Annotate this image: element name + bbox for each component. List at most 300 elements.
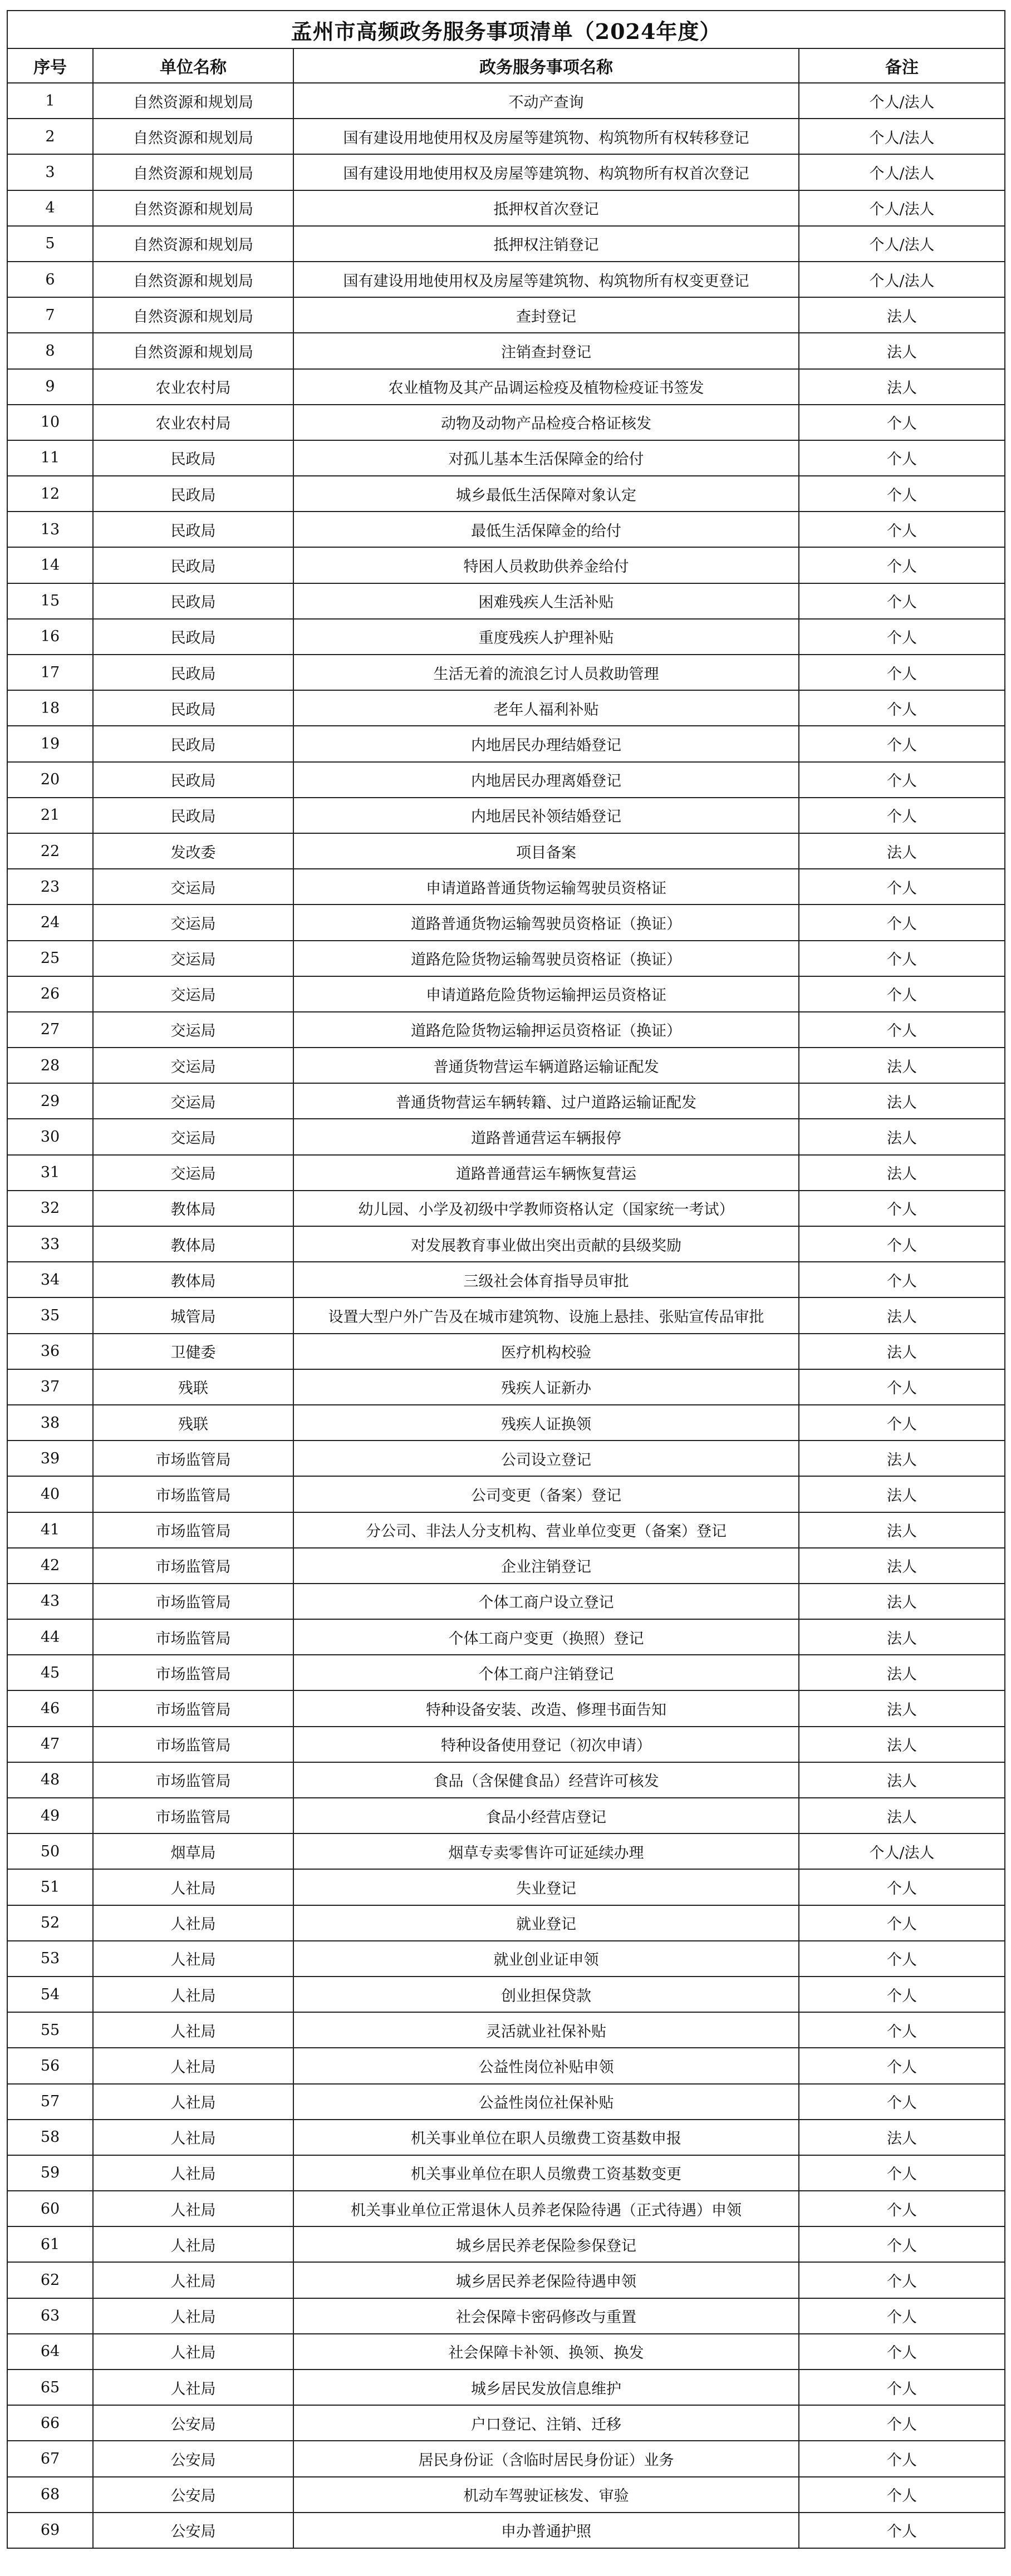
cell-note: 个人/法人: [799, 154, 1005, 190]
cell-item: 残疾人证新办: [293, 1369, 799, 1405]
table-row: [7, 512, 1005, 547]
cell-no: 47: [7, 1727, 93, 1762]
cell-dept: 人社局: [93, 2262, 293, 2298]
cell-note: 个人: [799, 405, 1005, 440]
cell-no: 20: [7, 762, 93, 798]
cell-note: 法人: [799, 1155, 1005, 1191]
cell-item: 幼儿园、小学及初级中学教师资格认定（国家统一考试）: [293, 1191, 799, 1226]
table-row: [7, 655, 1005, 690]
cell-dept: 农业农村局: [93, 405, 293, 440]
cell-dept: 市场监管局: [93, 1619, 293, 1655]
cell-note: 个人: [799, 2513, 1005, 2548]
cell-item: 居民身份证（含临时居民身份证）业务: [293, 2441, 799, 2476]
cell-dept: 市场监管局: [93, 1798, 293, 1833]
cell-no: 59: [7, 2155, 93, 2191]
cell-no: 24: [7, 904, 93, 940]
cell-no: 67: [7, 2441, 93, 2476]
cell-dept: 公安局: [93, 2513, 293, 2548]
cell-dept: 人社局: [93, 2048, 293, 2083]
cell-note: 法人: [799, 1048, 1005, 1083]
cell-no: 38: [7, 1405, 93, 1441]
cell-note: 法人: [799, 1727, 1005, 1762]
table-row: [7, 833, 1005, 869]
cell-note: 法人: [799, 833, 1005, 869]
cell-no: 33: [7, 1226, 93, 1262]
cell-note: 个人/法人: [799, 1833, 1005, 1869]
cell-no: 37: [7, 1369, 93, 1405]
cell-dept: 人社局: [93, 1941, 293, 1977]
cell-note: 法人: [799, 1655, 1005, 1690]
cell-no: 31: [7, 1155, 93, 1191]
cell-note: 个人: [799, 1405, 1005, 1441]
table-row: [7, 583, 1005, 619]
table-row: [7, 1548, 1005, 1584]
cell-note: 个人: [799, 941, 1005, 976]
cell-item: 内地居民办理结婚登记: [293, 726, 799, 761]
cell-dept: 公安局: [93, 2477, 293, 2513]
column-header-note: 备注: [799, 48, 1005, 83]
cell-item: 特种设备安装、改造、修理书面告知: [293, 1690, 799, 1726]
table-row: [7, 2120, 1005, 2155]
cell-no: 54: [7, 1977, 93, 2012]
cell-no: 42: [7, 1548, 93, 1584]
cell-item: 国有建设用地使用权及房屋等建筑物、构筑物所有权首次登记: [293, 154, 799, 190]
cell-dept: 民政局: [93, 440, 293, 476]
cell-no: 18: [7, 690, 93, 726]
cell-item: 食品（含保健食品）经营许可核发: [293, 1762, 799, 1798]
cell-note: 法人: [799, 1441, 1005, 1476]
cell-note: 法人: [799, 369, 1005, 405]
cell-dept: 烟草局: [93, 1833, 293, 1869]
cell-item: 就业创业证申领: [293, 1941, 799, 1977]
cell-note: 个人: [799, 2012, 1005, 2048]
cell-item: 机关事业单位正常退休人员养老保险待遇（正式待遇）申领: [293, 2191, 799, 2226]
cell-no: 50: [7, 1833, 93, 1869]
cell-dept: 人社局: [93, 1977, 293, 2012]
cell-dept: 人社局: [93, 1905, 293, 1941]
table-row: [7, 297, 1005, 333]
cell-note: 个人: [799, 547, 1005, 583]
table-row: [7, 333, 1005, 368]
cell-no: 69: [7, 2513, 93, 2548]
table-row: [7, 2513, 1005, 2548]
table-row: [7, 1798, 1005, 1833]
document-title: 孟州市高频政务服务事项清单（2024年度）: [7, 11, 1005, 48]
cell-no: 62: [7, 2262, 93, 2298]
cell-dept: 公安局: [93, 2405, 293, 2441]
cell-dept: 人社局: [93, 1869, 293, 1905]
cell-no: 51: [7, 1869, 93, 1905]
table-row: [7, 1619, 1005, 1655]
table-row: [7, 1655, 1005, 1690]
table-row: [7, 690, 1005, 726]
cell-item: 公司设立登记: [293, 1441, 799, 1476]
table-row: [7, 440, 1005, 476]
cell-note: 法人: [799, 1548, 1005, 1584]
cell-item: 国有建设用地使用权及房屋等建筑物、构筑物所有权变更登记: [293, 262, 799, 297]
cell-note: 个人: [799, 476, 1005, 512]
cell-no: 58: [7, 2120, 93, 2155]
table-row: [7, 762, 1005, 798]
cell-dept: 自然资源和规划局: [93, 297, 293, 333]
table-row: [7, 2012, 1005, 2048]
cell-no: 17: [7, 655, 93, 690]
cell-no: 29: [7, 1083, 93, 1119]
cell-note: 法人: [799, 1083, 1005, 1119]
cell-note: 个人: [799, 1905, 1005, 1941]
table-row: [7, 1977, 1005, 2012]
cell-no: 60: [7, 2191, 93, 2226]
table-row: [7, 1334, 1005, 1369]
cell-dept: 人社局: [93, 2120, 293, 2155]
cell-note: 个人: [799, 2226, 1005, 2262]
cell-dept: 交运局: [93, 1119, 293, 1154]
cell-note: 法人: [799, 2120, 1005, 2155]
cell-no: 56: [7, 2048, 93, 2083]
cell-note: 个人: [799, 1941, 1005, 1977]
table-row: [7, 1762, 1005, 1798]
table-row: [7, 904, 1005, 940]
cell-note: 个人: [799, 2334, 1005, 2369]
cell-item: 城乡最低生活保障对象认定: [293, 476, 799, 512]
cell-item: 城乡居民养老保险参保登记: [293, 2226, 799, 2262]
table-row: [7, 1441, 1005, 1476]
cell-item: 抵押权注销登记: [293, 226, 799, 262]
table-row: [7, 1226, 1005, 1262]
cell-no: 34: [7, 1262, 93, 1297]
table-row: [7, 262, 1005, 297]
cell-item: 最低生活保障金的给付: [293, 512, 799, 547]
cell-note: 法人: [799, 1762, 1005, 1798]
cell-item: 失业登记: [293, 1869, 799, 1905]
cell-no: 66: [7, 2405, 93, 2441]
cell-item: 道路普通货物运输驾驶员资格证（换证）: [293, 904, 799, 940]
table-row: [7, 798, 1005, 833]
cell-note: 法人: [799, 333, 1005, 368]
cell-item: 机动车驾驶证核发、审验: [293, 2477, 799, 2513]
cell-dept: 教体局: [93, 1262, 293, 1297]
cell-dept: 民政局: [93, 476, 293, 512]
cell-item: 道路危险货物运输驾驶员资格证（换证）: [293, 941, 799, 976]
cell-item: 内地居民办理离婚登记: [293, 762, 799, 798]
cell-item: 国有建设用地使用权及房屋等建筑物、构筑物所有权转移登记: [293, 119, 799, 154]
cell-dept: 民政局: [93, 726, 293, 761]
cell-item: 对发展教育事业做出突出贡献的县级奖励: [293, 1226, 799, 1262]
table-row: [7, 1727, 1005, 1762]
cell-dept: 人社局: [93, 2191, 293, 2226]
cell-no: 15: [7, 583, 93, 619]
cell-no: 65: [7, 2369, 93, 2405]
cell-no: 35: [7, 1297, 93, 1333]
cell-dept: 市场监管局: [93, 1655, 293, 1690]
cell-item: 申请道路危险货物运输押运员资格证: [293, 976, 799, 1012]
cell-no: 12: [7, 476, 93, 512]
cell-item: 医疗机构校验: [293, 1334, 799, 1369]
table-row: [7, 1476, 1005, 1512]
cell-dept: 教体局: [93, 1191, 293, 1226]
cell-note: 个人: [799, 2155, 1005, 2191]
cell-item: 设置大型户外广告及在城市建筑物、设施上悬挂、张贴宣传品审批: [293, 1297, 799, 1333]
cell-item: 烟草专卖零售许可证延续办理: [293, 1833, 799, 1869]
table-row: [7, 2334, 1005, 2369]
cell-item: 特困人员救助供养金给付: [293, 547, 799, 583]
table-row: [7, 619, 1005, 655]
cell-note: 个人: [799, 512, 1005, 547]
cell-dept: 公安局: [93, 2441, 293, 2476]
cell-dept: 农业农村局: [93, 369, 293, 405]
cell-item: 城乡居民养老保险待遇申领: [293, 2262, 799, 2298]
cell-dept: 市场监管局: [93, 1441, 293, 1476]
column-header-dept: 单位名称: [93, 48, 293, 83]
cell-note: 个人: [799, 655, 1005, 690]
cell-note: 个人/法人: [799, 262, 1005, 297]
cell-dept: 交运局: [93, 941, 293, 976]
table-row: [7, 1869, 1005, 1905]
cell-note: 个人/法人: [799, 119, 1005, 154]
cell-no: 41: [7, 1512, 93, 1548]
cell-no: 14: [7, 547, 93, 583]
cell-note: 法人: [799, 297, 1005, 333]
cell-note: 个人: [799, 798, 1005, 833]
cell-dept: 交运局: [93, 904, 293, 940]
cell-note: 个人/法人: [799, 226, 1005, 262]
cell-item: 农业植物及其产品调运检疫及植物检疫证书签发: [293, 369, 799, 405]
cell-dept: 交运局: [93, 1012, 293, 1048]
cell-note: 个人: [799, 2084, 1005, 2120]
table-row: [7, 1512, 1005, 1548]
cell-item: 公益性岗位补贴申领: [293, 2048, 799, 2083]
cell-dept: 残联: [93, 1369, 293, 1405]
table-row: [7, 1048, 1005, 1083]
cell-no: 61: [7, 2226, 93, 2262]
cell-dept: 民政局: [93, 655, 293, 690]
cell-item: 三级社会体育指导员审批: [293, 1262, 799, 1297]
cell-dept: 人社局: [93, 2012, 293, 2048]
cell-item: 注销查封登记: [293, 333, 799, 368]
cell-note: 个人: [799, 2369, 1005, 2405]
cell-note: 个人: [799, 2262, 1005, 2298]
cell-note: 个人: [799, 726, 1005, 761]
cell-note: 法人: [799, 1584, 1005, 1619]
cell-no: 30: [7, 1119, 93, 1154]
cell-dept: 教体局: [93, 1226, 293, 1262]
cell-item: 个体工商户注销登记: [293, 1655, 799, 1690]
cell-no: 46: [7, 1690, 93, 1726]
cell-note: 个人: [799, 869, 1005, 904]
cell-note: 个人: [799, 2441, 1005, 2476]
cell-note: 个人: [799, 440, 1005, 476]
cell-note: 个人: [799, 619, 1005, 655]
cell-note: 个人: [799, 1191, 1005, 1226]
cell-dept: 交运局: [93, 1155, 293, 1191]
table-row: [7, 1262, 1005, 1297]
table-row: [7, 1155, 1005, 1191]
table-row: [7, 2477, 1005, 2513]
table-body: [7, 83, 1005, 2548]
cell-no: 10: [7, 405, 93, 440]
cell-item: 查封登记: [293, 297, 799, 333]
cell-item: 道路普通营运车辆报停: [293, 1119, 799, 1154]
column-header-no: 序号: [7, 48, 93, 83]
cell-dept: 交运局: [93, 1083, 293, 1119]
table-row: [7, 2298, 1005, 2334]
cell-dept: 人社局: [93, 2334, 293, 2369]
cell-no: 32: [7, 1191, 93, 1226]
cell-dept: 人社局: [93, 2226, 293, 2262]
cell-item: 项目备案: [293, 833, 799, 869]
table-row: [7, 476, 1005, 512]
cell-dept: 人社局: [93, 2298, 293, 2334]
cell-no: 68: [7, 2477, 93, 2513]
cell-no: 25: [7, 941, 93, 976]
cell-no: 7: [7, 297, 93, 333]
cell-note: 法人: [799, 1619, 1005, 1655]
table-row: [7, 547, 1005, 583]
cell-dept: 民政局: [93, 583, 293, 619]
cell-no: 3: [7, 154, 93, 190]
cell-item: 重度残疾人护理补贴: [293, 619, 799, 655]
cell-dept: 自然资源和规划局: [93, 333, 293, 368]
cell-note: 个人: [799, 2477, 1005, 2513]
cell-no: 8: [7, 333, 93, 368]
cell-no: 11: [7, 440, 93, 476]
cell-item: 普通货物营运车辆道路运输证配发: [293, 1048, 799, 1083]
table-row: [7, 2262, 1005, 2298]
table-row: [7, 1833, 1005, 1869]
cell-no: 40: [7, 1476, 93, 1512]
cell-dept: 民政局: [93, 547, 293, 583]
table-row: [7, 119, 1005, 154]
cell-item: 社会保障卡补领、换领、换发: [293, 2334, 799, 2369]
cell-item: 户口登记、注销、迁移: [293, 2405, 799, 2441]
table-row: [7, 1191, 1005, 1226]
cell-dept: 自然资源和规划局: [93, 154, 293, 190]
cell-no: 53: [7, 1941, 93, 1977]
cell-note: 个人: [799, 2191, 1005, 2226]
table-row: [7, 369, 1005, 405]
cell-note: 法人: [799, 1476, 1005, 1512]
cell-no: 49: [7, 1798, 93, 1833]
table-row: [7, 2191, 1005, 2226]
cell-item: 对孤儿基本生活保障金的给付: [293, 440, 799, 476]
cell-no: 43: [7, 1584, 93, 1619]
cell-item: 申请道路普通货物运输驾驶员资格证: [293, 869, 799, 904]
cell-no: 64: [7, 2334, 93, 2369]
cell-no: 63: [7, 2298, 93, 2334]
cell-note: 个人: [799, 904, 1005, 940]
cell-item: 道路危险货物运输押运员资格证（换证）: [293, 1012, 799, 1048]
service-items-table: [7, 10, 1005, 2549]
cell-note: 法人: [799, 1334, 1005, 1369]
cell-no: 26: [7, 976, 93, 1012]
cell-dept: 残联: [93, 1405, 293, 1441]
table-row: [7, 2405, 1005, 2441]
table-row: [7, 1905, 1005, 1941]
cell-note: 个人: [799, 1369, 1005, 1405]
cell-item: 分公司、非法人分支机构、营业单位变更（备案）登记: [293, 1512, 799, 1548]
table-row: [7, 1083, 1005, 1119]
cell-note: 法人: [799, 1512, 1005, 1548]
cell-note: 个人/法人: [799, 190, 1005, 226]
table-row: [7, 226, 1005, 262]
cell-note: 个人: [799, 1262, 1005, 1297]
cell-no: 48: [7, 1762, 93, 1798]
cell-item: 抵押权首次登记: [293, 190, 799, 226]
table-row: [7, 405, 1005, 440]
cell-no: 22: [7, 833, 93, 869]
cell-dept: 城管局: [93, 1297, 293, 1333]
cell-no: 1: [7, 83, 93, 119]
cell-note: 法人: [799, 1119, 1005, 1154]
cell-note: 个人: [799, 2405, 1005, 2441]
cell-no: 6: [7, 262, 93, 297]
cell-dept: 自然资源和规划局: [93, 190, 293, 226]
cell-dept: 交运局: [93, 976, 293, 1012]
cell-no: 13: [7, 512, 93, 547]
table-row: [7, 869, 1005, 904]
table-row: [7, 1369, 1005, 1405]
cell-no: 16: [7, 619, 93, 655]
cell-dept: 市场监管局: [93, 1548, 293, 1584]
cell-no: 9: [7, 369, 93, 405]
cell-item: 个体工商户变更（换照）登记: [293, 1619, 799, 1655]
cell-item: 普通货物营运车辆转籍、过户道路运输证配发: [293, 1083, 799, 1119]
table-row: [7, 2369, 1005, 2405]
cell-item: 灵活就业社保补贴: [293, 2012, 799, 2048]
cell-no: 28: [7, 1048, 93, 1083]
cell-item: 生活无着的流浪乞讨人员救助管理: [293, 655, 799, 690]
cell-no: 4: [7, 190, 93, 226]
cell-dept: 市场监管局: [93, 1690, 293, 1726]
cell-dept: 人社局: [93, 2155, 293, 2191]
cell-no: 45: [7, 1655, 93, 1690]
cell-item: 企业注销登记: [293, 1548, 799, 1584]
cell-dept: 交运局: [93, 1048, 293, 1083]
cell-no: 2: [7, 119, 93, 154]
cell-dept: 卫健委: [93, 1334, 293, 1369]
cell-note: 个人: [799, 1869, 1005, 1905]
cell-no: 5: [7, 226, 93, 262]
cell-no: 39: [7, 1441, 93, 1476]
cell-dept: 市场监管局: [93, 1762, 293, 1798]
table-row: [7, 1012, 1005, 1048]
cell-note: 个人: [799, 583, 1005, 619]
cell-item: 就业登记: [293, 1905, 799, 1941]
cell-item: 公司变更（备案）登记: [293, 1476, 799, 1512]
cell-dept: 自然资源和规划局: [93, 83, 293, 119]
cell-no: 21: [7, 798, 93, 833]
cell-dept: 市场监管局: [93, 1476, 293, 1512]
table-row: [7, 2048, 1005, 2083]
cell-note: 个人: [799, 976, 1005, 1012]
cell-item: 内地居民补领结婚登记: [293, 798, 799, 833]
cell-dept: 市场监管局: [93, 1727, 293, 1762]
cell-item: 动物及动物产品检疫合格证核发: [293, 405, 799, 440]
cell-item: 申办普通护照: [293, 2513, 799, 2548]
cell-note: 个人: [799, 1012, 1005, 1048]
cell-no: 36: [7, 1334, 93, 1369]
table-row: [7, 726, 1005, 761]
cell-note: 法人: [799, 1690, 1005, 1726]
cell-dept: 自然资源和规划局: [93, 226, 293, 262]
table-row: [7, 1941, 1005, 1977]
column-header-item: 政务服务事项名称: [293, 48, 799, 83]
cell-note: 个人: [799, 2298, 1005, 2334]
cell-note: 法人: [799, 1297, 1005, 1333]
table-header-row: [7, 48, 1005, 83]
cell-item: 不动产查询: [293, 83, 799, 119]
cell-dept: 民政局: [93, 512, 293, 547]
